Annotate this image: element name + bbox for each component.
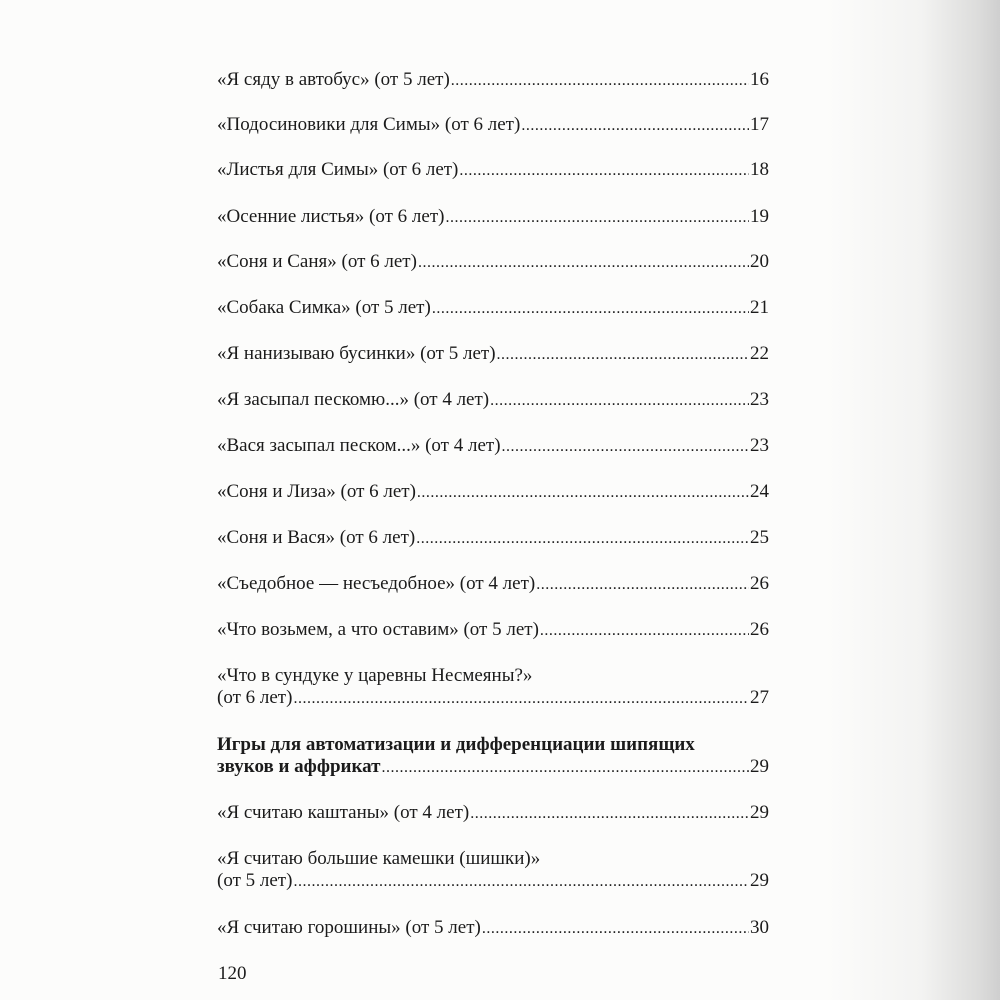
toc-entry [217, 434, 769, 458]
toc-entry-page: 19 [750, 206, 769, 227]
toc-entry-title: «Я засыпал пескомю...» (от 4 лет) [217, 389, 490, 410]
toc-entry-page: 20 [750, 251, 769, 272]
toc-entry [217, 686, 769, 710]
leader-dots [490, 389, 749, 413]
toc-entry [217, 205, 769, 229]
toc-entry-title: «Я сяду в автобус» (от 5 лет) [217, 69, 450, 90]
toc-entry-page: 27 [750, 687, 769, 708]
toc-entry-page: 24 [750, 481, 769, 502]
leader-dots [382, 756, 750, 780]
section-heading-line1: Игры для автоматизации и дифференциации шипящих [217, 734, 695, 755]
toc-entry-page: 17 [750, 114, 769, 135]
leader-dots [536, 573, 749, 597]
leader-dots [497, 343, 749, 367]
leader-dots [418, 251, 749, 275]
toc-entry [217, 388, 769, 412]
toc-entry [217, 526, 769, 550]
toc-entry [217, 572, 769, 596]
toc-entry-page: 16 [750, 69, 769, 90]
leader-dots [540, 619, 749, 643]
toc-entry [217, 250, 769, 274]
leader-dots [417, 481, 749, 505]
toc-entry-title: «Соня и Саня» (от 6 лет) [217, 251, 417, 272]
toc-entry [217, 68, 769, 92]
toc-entry-page: 29 [750, 802, 769, 823]
toc-entry [217, 618, 769, 642]
toc-entry [217, 916, 769, 940]
toc-entry-title: (от 6 лет) [217, 687, 293, 708]
toc-entry [217, 113, 769, 137]
toc-entry [217, 801, 769, 825]
leader-dots [521, 114, 749, 138]
page-number: 120 [218, 963, 247, 984]
toc-entry-title: «Соня и Вася» (от 6 лет) [217, 527, 416, 548]
toc-entry-title: «Осенние листья» (от 6 лет) [217, 206, 445, 227]
toc-entry-title-line1: «Что в сундуке у царевны Несмеяны?» [217, 665, 533, 686]
section-heading-title: звуков и аффрикат [217, 756, 381, 777]
leader-dots [482, 917, 749, 941]
toc-entry-title-line1: «Я считаю большие камешки (шишки)» [217, 848, 541, 869]
toc-entry-title: «Я считаю каштаны» (от 4 лет) [217, 802, 470, 823]
toc-entry-page: 18 [750, 159, 769, 180]
toc-entry-page: 29 [750, 870, 769, 891]
toc-entry-page: 21 [750, 297, 769, 318]
toc-entry [217, 158, 769, 182]
toc-entry-page: 25 [750, 527, 769, 548]
toc-entry-title: «Съедобное — несъедобное» (от 4 лет) [217, 573, 536, 594]
leader-dots [293, 687, 749, 711]
toc-entry [217, 869, 769, 893]
leader-dots [445, 206, 749, 230]
leader-dots [293, 870, 749, 894]
toc-entry-page: 26 [750, 573, 769, 594]
section-heading [217, 755, 769, 779]
toc-entry [217, 296, 769, 320]
toc-entry-page: 26 [750, 619, 769, 640]
toc-entry [217, 480, 769, 504]
toc-entry-title: «Что возьмем, а что оставим» (от 5 лет) [217, 619, 539, 640]
leader-dots [432, 297, 749, 321]
toc-entry-title: «Листья для Симы» (от 6 лет) [217, 159, 459, 180]
toc-entry-page: 23 [750, 389, 769, 410]
toc-entry [217, 342, 769, 366]
toc-entry-title: (от 5 лет) [217, 870, 293, 891]
leader-dots [470, 802, 749, 826]
toc-entry-title: «Я считаю горошины» (от 5 лет) [217, 917, 481, 938]
toc-entry-title: «Собака Симка» (от 5 лет) [217, 297, 431, 318]
toc-entry-title: «Вася засыпал песком...» (от 4 лет) [217, 435, 501, 456]
leader-dots [416, 527, 749, 551]
toc-entry-title: «Подосиновики для Симы» (от 6 лет) [217, 114, 521, 135]
leader-dots [451, 69, 749, 93]
toc-entry-page: 29 [750, 756, 769, 777]
toc-entry-title: «Я нанизываю бусинки» (от 5 лет) [217, 343, 496, 364]
toc-entry-page: 30 [750, 917, 769, 938]
toc-entry-page: 23 [750, 435, 769, 456]
toc-entry-title: «Соня и Лиза» (от 6 лет) [217, 481, 416, 502]
toc-entry-page: 22 [750, 343, 769, 364]
leader-dots [502, 435, 749, 459]
leader-dots [459, 159, 749, 183]
